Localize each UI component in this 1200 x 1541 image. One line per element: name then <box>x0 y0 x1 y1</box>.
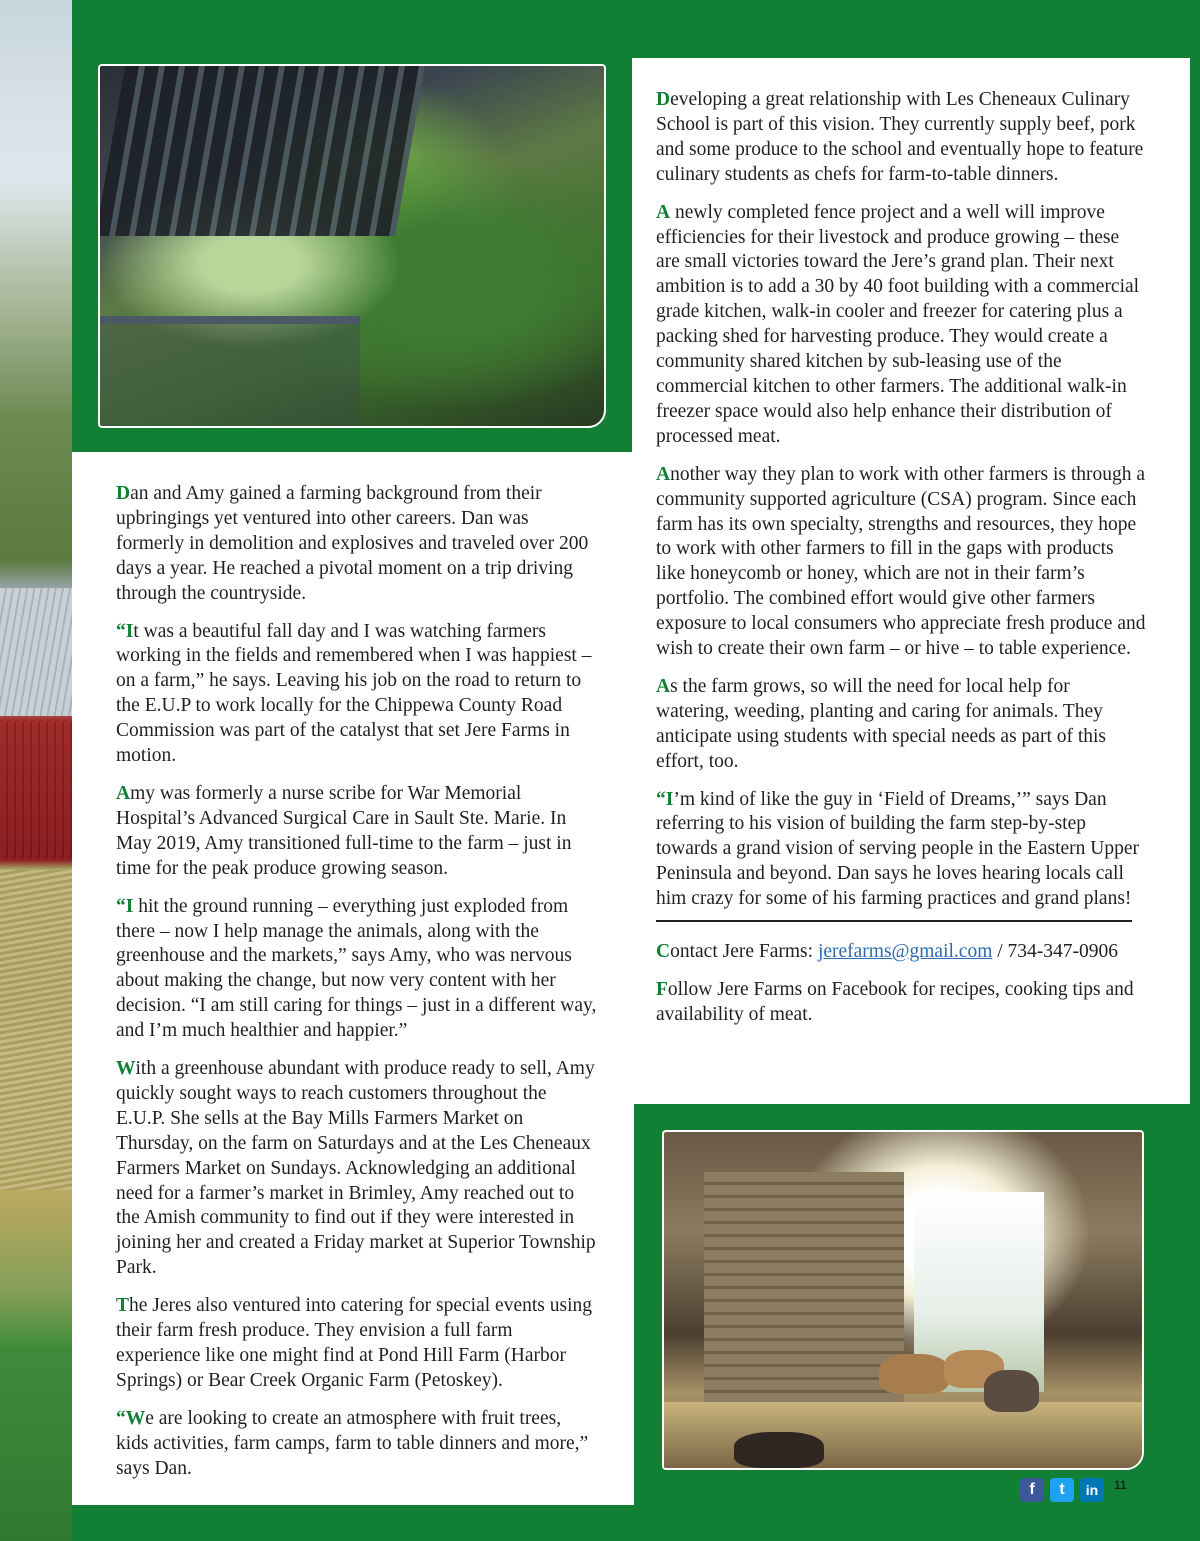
paragraph-text: an and Amy gained a farming background from their upbringings yet ventured into other careers. Dan was formerly in demolition and explosives and traveled over 200 days a year. He reached a pivotal moment on a trip driving through the countryside. <box>116 483 589 604</box>
paragraph <box>116 1057 598 1281</box>
paragraph-text: t was a beautiful fall day and I was watching farmers working in the fields and remembered when I was happiest – on a farm,” he says. Leaving his job on the road to return to the E.U.P to work locally for the Chippewa County Road Commission was part of the catalyst that set Jere Farms in motion. <box>116 620 592 767</box>
divider-rule <box>656 920 1132 922</box>
drop-cap: A <box>656 463 671 485</box>
right-article-column <box>656 88 1146 1041</box>
red-barn <box>0 722 72 858</box>
barn-wall <box>704 1172 904 1412</box>
paragraph-text: newly completed fence project and a well will improve efficiencies for their livestock and produce growing – these are small victories toward the Jere’s grand plan. Their next ambition is to add a 30 by 40 foot building with a commercial grade kitchen, walk-in cooler and freezer for catering plus a packing shed for harvesting produce. They would create a community shared kitchen by sub-leasing use of the commercial kitchen to other farmers. The additional walk-in freezer space would also help enhance their distribution of processed meat. <box>656 201 1140 447</box>
goat <box>984 1370 1039 1412</box>
barn-goats-photo <box>662 1130 1144 1470</box>
paragraph <box>116 1294 598 1394</box>
paragraph-text: e are looking to create an atmosphere with fruit trees, kids activities, farm camps, farm to table dinners and more,” says Dan. <box>116 1407 589 1479</box>
paragraph-text: my was formerly a nurse scribe for War Memorial Hospital’s Advanced Surgical Care in Sault Ste. Marie. In May 2019, Amy transitioned full-time to the farm – just in time for the peak produce growing season. <box>116 782 572 879</box>
pig <box>734 1432 824 1468</box>
barn-roof <box>0 588 72 716</box>
paragraph-text: he Jeres also ventured into catering for special events using their farm fresh produce. They envision a full farm experience like one might find at Pond Hill Farm (Harbor Springs) or Bear Creek Organic Farm (Petoskey). <box>116 1295 592 1391</box>
paragraph-text: eveloping a great relationship with Les Cheneaux Culinary School is part of this vision. They currently supply beef, pork and some produce to the school and eventually hope to feature culinary students as chefs for farm-to-table dinners. <box>656 89 1144 185</box>
paragraph-text: s the farm grows, so will the need for local help for watering, weeding, planting and caring for animals. They anticipate using students with special needs as part of this effort, too. <box>656 675 1107 772</box>
follow-line <box>656 978 1146 1028</box>
bottom-green-band <box>72 1505 1200 1541</box>
paragraph <box>116 482 598 607</box>
drop-cap: A <box>656 201 671 223</box>
drop-cap: W <box>116 1058 136 1080</box>
paragraph <box>116 1407 598 1482</box>
paragraph-text: nother way they plan to work with other farmers is through a community supported agriculture (CSA) program. Since each farm has its own specialty, strengths and resources, they hope to work with other farmers to fill in the gaps with products like honeycomb or honey, which are not in their farm’s portfolio. The combined effort would give other farmers exposure to local consumers who appreciate fresh produce and wish to create their own farm – or hive – to table experience. <box>656 463 1146 660</box>
crate <box>98 66 425 236</box>
drop-cap: F <box>656 979 668 1000</box>
paragraph <box>116 895 598 1044</box>
goat <box>879 1354 949 1394</box>
drop-cap: D <box>656 89 671 110</box>
drop-cap: “W <box>116 1407 146 1429</box>
drop-cap: “I <box>656 788 674 810</box>
follow-text: ollow Jere Farms on Facebook for recipes, cooking tips and availability of meat. <box>656 979 1134 1025</box>
phone-number: / 734-347-0906 <box>992 941 1119 963</box>
paragraph <box>116 782 598 882</box>
facebook-icon[interactable]: f <box>1020 1478 1044 1502</box>
drop-cap: D <box>116 483 131 504</box>
paragraph <box>656 788 1146 913</box>
contact-label: ontact Jere Farms: <box>670 941 818 963</box>
crate-edge <box>100 316 360 428</box>
paragraph-text: ith a greenhouse abundant with produce ready to sell, Amy quickly sought ways to reach customers throughout the E.U.P. She sells at the Bay Mills Farmers Market on Thursday, on the farm on Saturdays and at the Les Cheneaux Farmers Market on Sundays. Acknowledging an additional need for a farmer’s market in Brimley, Amy reached out to the Amish community to find out if they were interested in joining her and created a Friday market at Superior Township Park. <box>116 1058 596 1279</box>
linkedin-icon[interactable]: in <box>1080 1478 1104 1502</box>
drop-cap: C <box>656 941 671 963</box>
email-link[interactable]: jerefarms@gmail.com <box>817 941 993 963</box>
right-green-edge <box>1190 0 1200 1541</box>
drop-cap: “I <box>116 620 134 642</box>
greens-crate-photo <box>98 64 606 428</box>
twitter-icon[interactable]: t <box>1050 1478 1074 1502</box>
drop-cap: A <box>656 675 671 697</box>
left-article-column <box>116 482 598 1495</box>
hay-bale <box>0 870 72 1190</box>
drop-cap: A <box>116 782 131 804</box>
farm-landscape-photo <box>0 0 72 1541</box>
page-number: 11 <box>1114 1478 1127 1492</box>
paragraph <box>116 620 598 769</box>
paragraph-text: hit the ground running – everything just exploded from there – now I help manage the animals, along with the greenhouse and the markets,” says Amy, who was nervous about making the change, but now very content with her decision. “I am still caring for things – just in a different way, and I’m much healthier and happier.” <box>116 895 597 1042</box>
paragraph <box>656 88 1146 188</box>
paragraph-text: ’m kind of like the guy in ‘Field of Dreams,’” says Dan referring to his vision of building the farm step-by-step towards a grand vision of serving people in the Eastern Upper Peninsula and beyond. Dan says he loves hearing locals call him crazy for some of his farming practices and grand plans! <box>656 788 1140 910</box>
contact-line <box>656 940 1146 965</box>
paragraph <box>656 201 1146 450</box>
drop-cap: “I <box>116 895 134 917</box>
paragraph <box>656 463 1146 662</box>
social-links <box>1020 1478 1127 1502</box>
paragraph <box>656 675 1146 775</box>
drop-cap: T <box>116 1295 130 1317</box>
